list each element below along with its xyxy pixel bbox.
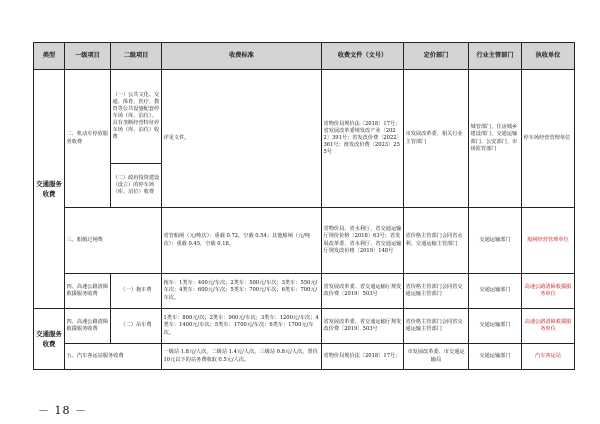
standard-cell: 省管船闸（元/吨次）：重载 0.72，空载 0.54；其他船闸（元/吨次）：重载 0.45，空载 0.18。 xyxy=(162,208,322,274)
table-row xyxy=(34,70,575,164)
header-row xyxy=(34,43,575,70)
pricing-dept-cell: 省价格主管部门会同省交通运输主管部门 xyxy=(404,309,469,344)
collector-cell: 高速公路清障救援服务单位 xyxy=(522,309,575,344)
level1-cell: 三、船舶过闸费 xyxy=(65,208,162,274)
level1-cell: 五、汽车客运站服务收费 xyxy=(65,344,162,370)
level2-cell: （一）拖车费 xyxy=(111,274,162,309)
standard-cell: 拖车：1类车：400元/车次；2类车：500元/车次；3类车：550元/车次；4类车：600元/车次；5类车：700元/车次；6类车：700元/车次。 xyxy=(162,274,322,309)
collector-cell: 船闸经营管理单位 xyxy=(522,208,575,274)
table-row xyxy=(34,274,575,309)
level1-cell: 四、高速公路清障救援服务收费 xyxy=(65,309,111,344)
header-type: 类型 xyxy=(34,43,65,70)
document-cell: 省物价局规价法〔2018〕17号；省发展改革委规发改产业〔2022〕391号；省发改价费〔2022〕361号；淮发改价费〔2023〕255号 xyxy=(322,70,404,208)
header-level2: 二级项目 xyxy=(111,43,162,70)
header-industry-dept: 行业主管部门 xyxy=(469,43,522,70)
category-cell: 交通服务收费 xyxy=(34,70,65,309)
level2-cell: （二）政府投资建设（设立）的停车场（库、泊位）收费 xyxy=(111,164,162,208)
collector-cell: 高速公路清障救援服务单位 xyxy=(522,274,575,309)
pricing-dept-cell: 市发展改革委、相关行业主管部门 xyxy=(404,70,469,208)
table-row xyxy=(34,344,575,370)
industry-dept-cell: 交通运输部门 xyxy=(469,344,522,370)
page-number: － 18 － xyxy=(38,404,87,417)
collector-cell: 汽车客运站 xyxy=(522,344,575,370)
document-cell: 省物价局、省水利厅、省交通运输厅规价价格〔2018〕63号；省发展改革委、省水利厅、省交通运输厅规发改价格〔2019〕148号 xyxy=(322,208,404,274)
industry-dept-cell: 城管部门、住房城乡建设部门、交通运输部门、公安部门、市场监管部门 xyxy=(469,70,522,208)
industry-dept-cell: 交通运输部门 xyxy=(469,309,522,344)
document-cell: 省物价局规价法〔2018〕17号； xyxy=(322,344,404,370)
level1-cell: 四、高速公路清障救援服务收费 xyxy=(65,274,111,309)
header-standard: 收费标准 xyxy=(162,43,322,70)
document-cell: 省发展改革委、省交通运输厅规发改价费〔2019〕503号 xyxy=(322,309,404,344)
header-document: 收费文件（文号） xyxy=(322,43,404,70)
pricing-dept-cell: 省价格主管部门会同省水利、交通运输主管部门 xyxy=(404,208,469,274)
table-row xyxy=(34,309,575,344)
level2-cell: （一）公共文化、交通、体育、医疗、教育等公共设施配套停车场（库、泊位），具有垄断经营特征停车场（库、泊位）收费 xyxy=(111,70,162,164)
pricing-dept-cell: 市发展改革委、市交通运输局 xyxy=(404,344,469,370)
fee-table xyxy=(33,42,575,370)
level1-cell: 二、机动车停放服务收费 xyxy=(65,70,111,208)
category-cell: 交通服务收费 xyxy=(34,309,65,370)
table-row xyxy=(34,208,575,274)
header-level1: 一级项目 xyxy=(65,43,111,70)
header-pricing-dept: 定价部门 xyxy=(404,43,469,70)
document-cell: 省发展改革委、省交通运输厅规发改价费〔2019〕503号 xyxy=(322,274,404,309)
level2-cell: （二）吊车费 xyxy=(111,309,162,344)
standard-cell: 1类车：800元/次；2类车：900元/车次；3类车：1200元/车次；4类车：1400元/车次；5类车：1700元/车次；6类车：1700元/车次。 xyxy=(162,309,322,344)
pricing-dept-cell: 省价格主管部门会同省交通运输主管部门 xyxy=(404,274,469,309)
header-collector: 执收单位 xyxy=(522,43,575,70)
collector-cell: 停车场经营管理单位 xyxy=(522,70,575,208)
standard-cell: 一级站 1.8元/人次，二级站 1.4元/人次，三级站 0.8元/人次，票价 10元以下的站务费收取 0.5元/人次。 xyxy=(162,344,322,370)
industry-dept-cell: 交通运输部门 xyxy=(469,208,522,274)
standard-cell: 详见文件。 xyxy=(162,70,322,208)
industry-dept-cell: 交通运输部门 xyxy=(469,274,522,309)
